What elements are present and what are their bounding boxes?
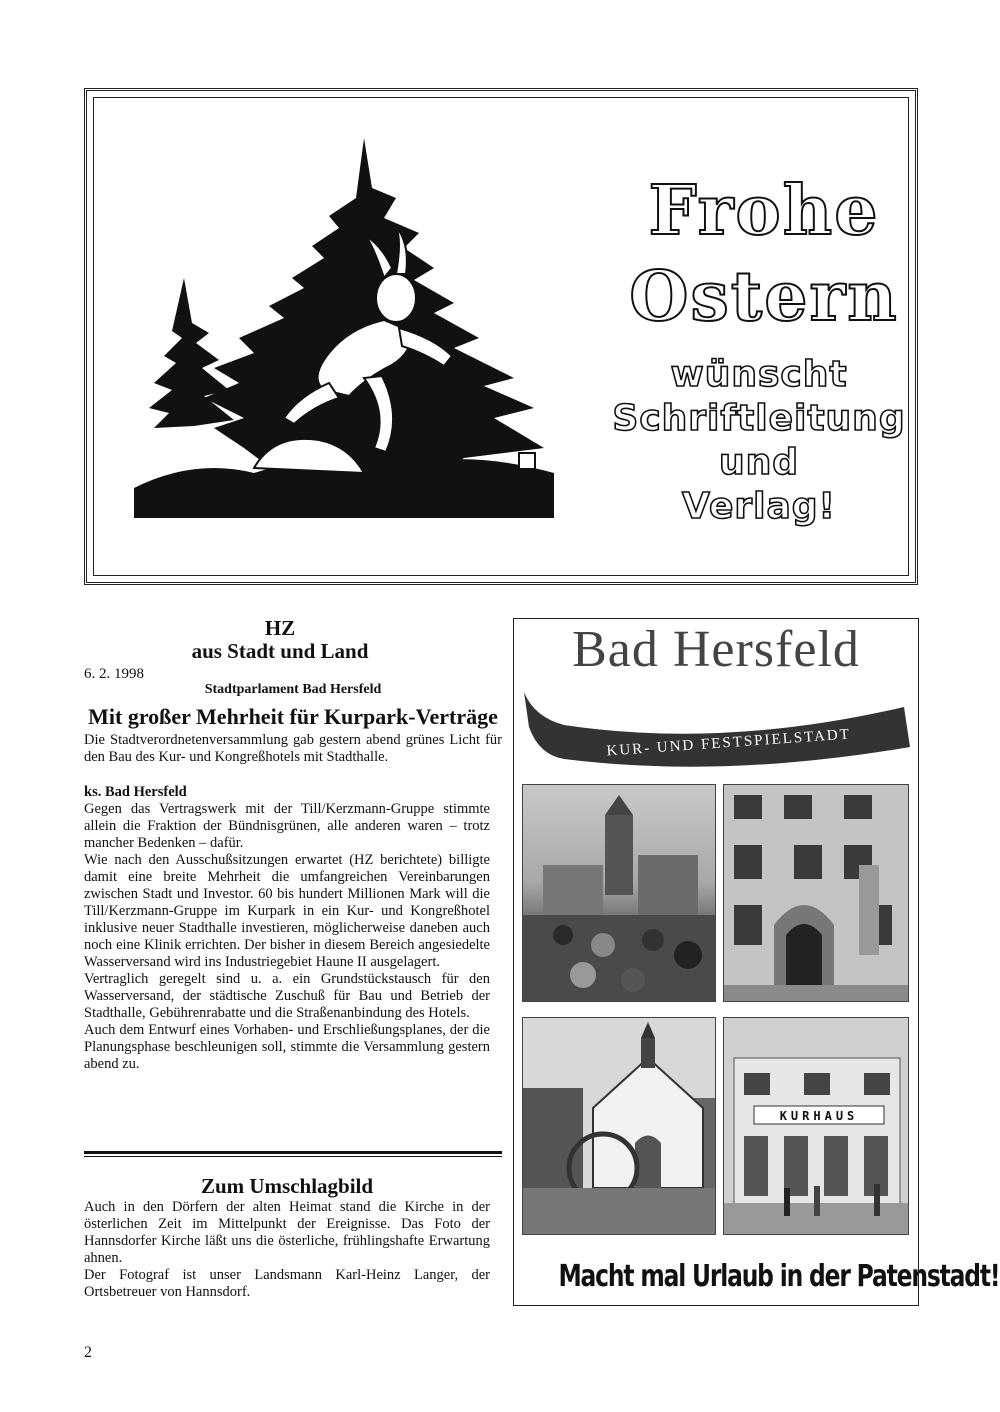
ad-banner-text: KUR- UND FESTSPIELSTADT — [606, 726, 852, 760]
cover-paragraph: Auch in den Dörfern der alten Heimat stand die Kirche in der österlichen Zeit im Mittelpunkt der Ereignisse. Das Foto der Hannsdorfer Kirche läßt uns die österliche, frühlingshafte Erwartung ahnen. — [84, 1199, 490, 1266]
article-paragraph: Auch dem Entwurf eines Vorhaben- und Erschließungsplanes, der die Planungsphase beschleunigen soll, stimmte die Versammlung gestern abend zu. — [84, 1022, 490, 1072]
frohe-word: Frohe — [648, 171, 880, 251]
ad-ribbon-banner — [524, 687, 912, 767]
wish-line: Schriftleitung — [612, 398, 906, 439]
bad-hersfeld-ad — [513, 618, 1000, 1306]
easter-bunny-silhouette — [134, 128, 554, 518]
article-paragraph: Vertraglich geregelt sind u. a. ein Grundstückstausch für den Wasserversand, der städtische Zuschuß für Bau und Betrieb der Stadthalle, Gebührenrabatte und die Straßenanbindung des Hotels. — [84, 971, 490, 1021]
article-date: 6. 2. 1998 — [84, 666, 144, 682]
photo-town-hall — [723, 784, 909, 1002]
page-number: 2 — [84, 1344, 92, 1361]
article-headline: Mit großer Mehrheit für Kurpark-Verträge — [88, 704, 498, 729]
church-image — [523, 1018, 716, 1235]
wish-line: Verlag! — [682, 486, 836, 527]
ad-title: Bad Hersfeld — [572, 621, 860, 678]
frohe-ostern-heading — [614, 168, 914, 340]
section-title-sub: aus Stadt und Land — [191, 639, 369, 663]
wish-line: und — [718, 442, 800, 483]
article-paragraph: Wie nach den Ausschußsitzungen erwartet (HZ berichtete) billigte damit eine breite Mehrheit die umfangreichen Vereinbarungen zwischen Stadt und Investor. 60 bis hundert Millionen Mark will die Till/Kerzmann-Gruppe im Kurpark in ein Kur- und Kongreßhotel inklusive neuer Stadthalle investieren, möglicherweise daneben auch noch eine Klinik errichten. Der bisher in diesem Bereich angesiedelte Wasserversand wird ins Industriegebiet Haune II ausgelagert. — [84, 852, 490, 970]
section-title — [190, 617, 370, 663]
wish-line: wünscht — [670, 354, 848, 395]
photo-church — [522, 1017, 716, 1235]
article-body — [84, 801, 490, 1073]
article-kicker: Stadtparlament Bad Hersfeld — [204, 682, 382, 697]
cover-title: Zum Umschlagbild — [200, 1174, 374, 1198]
article-paragraph: Gegen das Vertragswerk mit der Till/Kerzmann-Gruppe stimmte allein die Fraktion der Bündnisgrünen, alle anderen waren – trotz mancher Bedenken – dafür. — [84, 801, 490, 851]
section-title-hz: HZ — [264, 616, 296, 640]
cover-body — [84, 1199, 490, 1301]
greeting-wishes — [594, 353, 924, 529]
town-hall-image — [724, 785, 909, 1002]
cover-paragraph: Der Fotograf ist unser Landsmann Karl-Heinz Langer, der Ortsbetreuer von Hannsdorf. — [84, 1267, 490, 1300]
market-square-image — [523, 785, 716, 1002]
ostern-word: Ostern — [629, 257, 899, 337]
section-divider — [84, 1151, 502, 1157]
article-dateline: ks. Bad Hersfeld — [84, 784, 187, 800]
easter-greeting-inner-frame — [93, 97, 909, 576]
kurhaus-image — [724, 1018, 909, 1235]
easter-greeting-box — [84, 88, 918, 585]
article-lead: Die Stadtverordnetenversammlung gab gestern abend grünes Licht für den Bau des Kur- und Kongreßhotels mit Stadthalle. — [84, 732, 502, 765]
photo-kurhaus — [723, 1017, 909, 1235]
ad-slogan: Macht mal Urlaub in der Patenstadt! — [558, 1259, 1000, 1294]
photo-market-square — [522, 784, 716, 1002]
kurhaus-sign: KURHAUS — [779, 1109, 859, 1123]
